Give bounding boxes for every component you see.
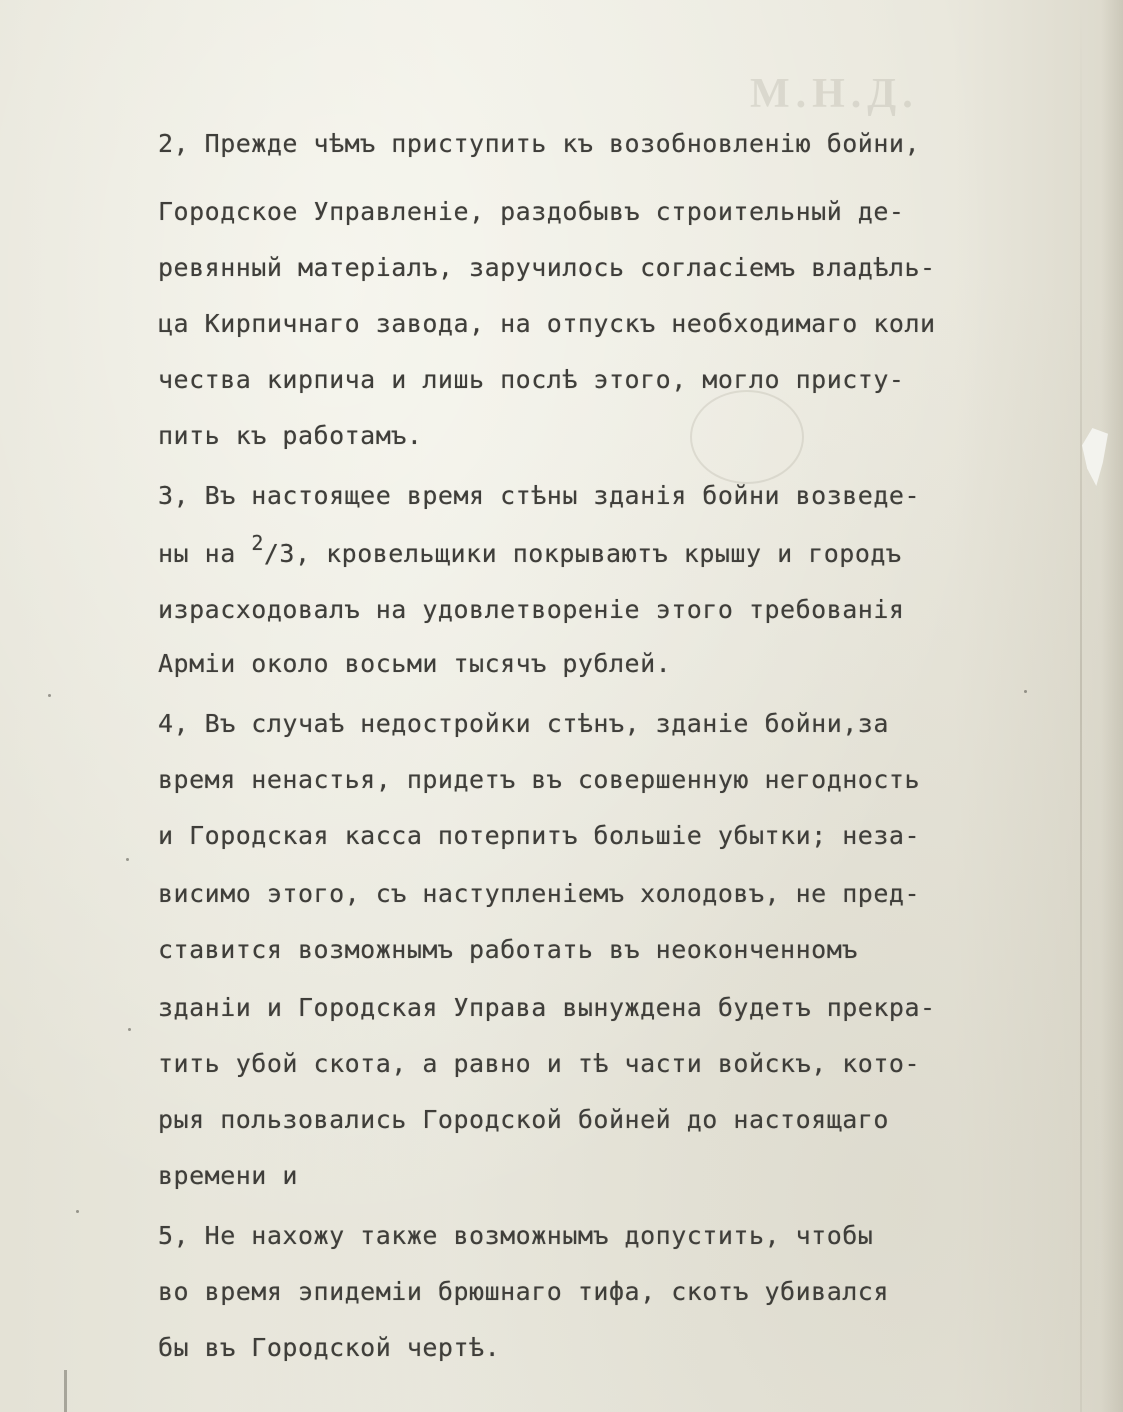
paper-edge-shadow (1101, 0, 1123, 1412)
stamp-oval-seal (690, 390, 804, 484)
text-line: Арміи около восьми тысячъ рублей. (158, 649, 672, 678)
text-line: ца Кирпичнаго завода, на отпускъ необходимаго коли (158, 309, 936, 338)
fraction-numerator: 2 (251, 531, 264, 555)
text-line-with-fraction (158, 531, 902, 571)
text-line: ставится возможнымъ работать въ неоконченномъ (158, 935, 858, 964)
text-line: 3, Въ настоящее время стѣны зданія бойни возведе- (158, 481, 921, 510)
paper-speck (126, 858, 129, 861)
text-line: 5, Не нахожу также возможнымъ допустить, чтобы (158, 1221, 874, 1250)
paper-speck (76, 1210, 79, 1213)
text-line: Городское Управленіе, раздобывъ строительный де- (158, 197, 905, 226)
stamp-text: М.Н.Д. (750, 71, 919, 117)
paper-speck (48, 694, 51, 697)
text-line: висимо этого, съ наступленіемъ холодовъ, не пред- (158, 879, 921, 908)
paper-speck (128, 1028, 131, 1031)
text-line: время ненастья, придетъ въ совершенную негодность (158, 765, 921, 794)
text-line: израсходовалъ на удовлетвореніе этого требованія (158, 595, 905, 624)
text-line: 4, Въ случаѣ недостройки стѣнъ, зданіе бойни,за (158, 709, 889, 738)
text-line: рыя пользовались Городской бойней до настоящаго (158, 1105, 889, 1134)
text-line: времени и (158, 1161, 298, 1190)
text-fragment: ны на (158, 539, 236, 568)
text-line: чества кирпича и лишь послѣ этого, могло присту- (158, 365, 905, 394)
text-line: ревянный матеріалъ, заручилось согласіемъ владѣль- (158, 253, 936, 282)
text-fragment: кровельщики покрываютъ крышу и городъ (326, 539, 902, 568)
text-line: и Городская касса потерпитъ большіе убытки; неза- (158, 821, 921, 850)
paper-fold-line (1080, 0, 1082, 1412)
text-line: пить къ работамъ. (158, 421, 423, 450)
paper-speck (1024, 690, 1027, 693)
margin-bracket-mark (64, 1370, 67, 1412)
text-line: 2, Прежде чѣмъ приступить къ возобновленію бойни, (158, 129, 921, 158)
text-line: во время эпидеміи брюшнаго тифа, скотъ убивался (158, 1277, 889, 1306)
text-line: зданіи и Городская Управа вынуждена будетъ прекра- (158, 993, 936, 1022)
fraction-rest: /3, (263, 539, 311, 568)
text-line: тить убой скота, а равно и тѣ части войскъ, кото- (158, 1049, 921, 1078)
text-line: бы въ Городской чертѣ. (158, 1333, 501, 1362)
